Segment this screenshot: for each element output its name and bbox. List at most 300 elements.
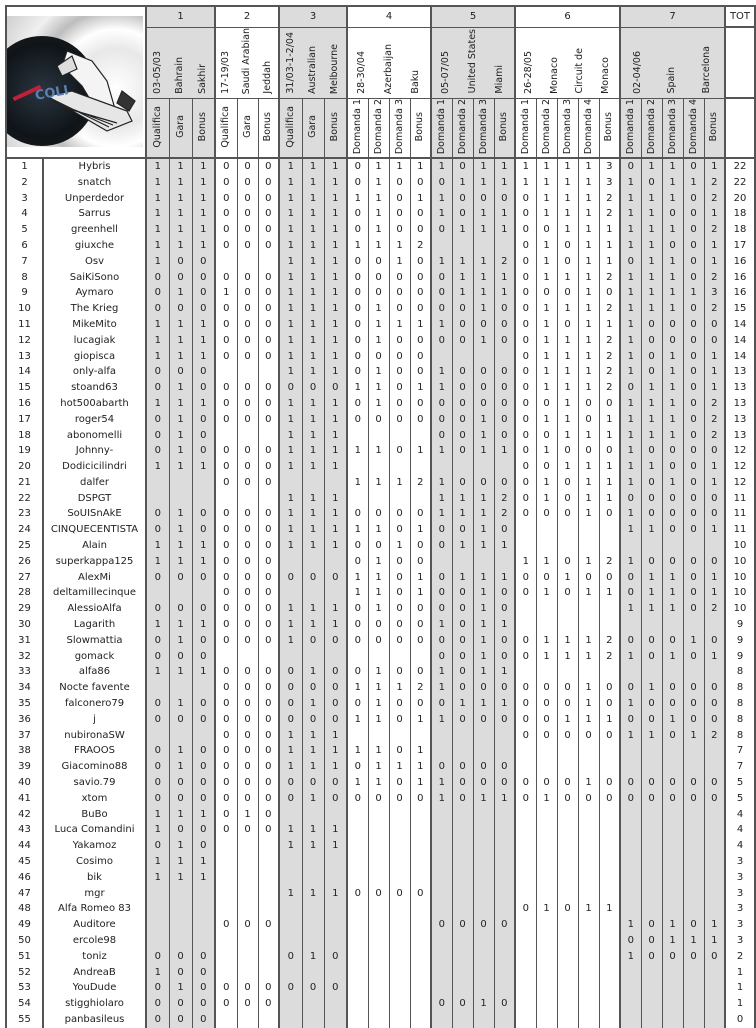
score-cell: 0 <box>515 791 536 807</box>
score-cell: 0 <box>578 412 599 428</box>
total-cell: 8 <box>725 712 755 728</box>
score-cell: 1 <box>620 443 641 459</box>
score-cell: 1 <box>302 696 324 712</box>
score-cell: 1 <box>324 364 347 380</box>
score-cell <box>641 965 662 981</box>
score-cell <box>662 617 683 633</box>
score-cell: 1 <box>662 349 683 365</box>
score-cell: 0 <box>237 206 258 222</box>
score-cell <box>662 980 683 996</box>
total-cell: 3 <box>725 854 755 870</box>
score-cell: 0 <box>557 285 578 301</box>
score-cell: 0 <box>258 680 279 696</box>
score-cell <box>473 965 494 981</box>
total-cell: 16 <box>725 270 755 286</box>
score-cell <box>557 664 578 680</box>
score-cell <box>389 949 410 965</box>
score-cell: 1 <box>452 222 473 238</box>
score-cell: 1 <box>368 522 389 538</box>
player-name-cell: MikeMito <box>43 317 146 333</box>
total-cell: 8 <box>725 664 755 680</box>
score-cell: 0 <box>557 728 578 744</box>
score-cell: 1 <box>302 522 324 538</box>
score-cell: 0 <box>146 649 169 665</box>
score-cell: 0 <box>704 775 725 791</box>
score-cell: 1 <box>620 317 641 333</box>
score-cell: 0 <box>368 254 389 270</box>
score-cell: 1 <box>279 333 302 349</box>
score-cell: 1 <box>704 459 725 475</box>
score-cell: 0 <box>683 396 704 412</box>
question-header <box>599 98 620 158</box>
score-cell: 0 <box>494 475 515 491</box>
score-cell <box>662 886 683 902</box>
score-cell: 1 <box>279 759 302 775</box>
score-cell: 0 <box>347 254 368 270</box>
score-cell <box>389 649 410 665</box>
score-cell: 0 <box>410 254 431 270</box>
score-cell: 1 <box>662 364 683 380</box>
score-cell: 1 <box>347 191 368 207</box>
score-cell: 0 <box>410 270 431 286</box>
score-cell: 0 <box>192 791 215 807</box>
score-cell: 1 <box>410 712 431 728</box>
score-cell <box>494 1012 515 1028</box>
score-cell <box>536 743 557 759</box>
score-cell <box>452 933 473 949</box>
score-cell <box>324 965 347 981</box>
score-cell: 1 <box>169 743 192 759</box>
race-name-line: Azerbaijan <box>382 43 394 94</box>
score-cell: 0 <box>494 522 515 538</box>
score-cell: 0 <box>662 680 683 696</box>
score-cell: 0 <box>237 980 258 996</box>
score-cell: 0 <box>662 949 683 965</box>
score-cell: 1 <box>146 664 169 680</box>
score-cell: 0 <box>324 380 347 396</box>
score-cell <box>431 980 452 996</box>
score-cell <box>410 838 431 854</box>
total-cell: 13 <box>725 380 755 396</box>
score-cell: 0 <box>641 491 662 507</box>
question-header <box>279 98 302 158</box>
score-cell: 0 <box>515 475 536 491</box>
score-cell <box>494 822 515 838</box>
score-cell <box>302 585 324 601</box>
score-cell <box>389 838 410 854</box>
score-cell: 1 <box>192 175 215 191</box>
player-name-cell: Dodicicilindri <box>43 459 146 475</box>
score-cell: 1 <box>146 158 169 175</box>
score-cell: 0 <box>192 822 215 838</box>
score-cell: 1 <box>146 191 169 207</box>
score-cell: 1 <box>662 254 683 270</box>
question-label: Qualifica <box>151 105 163 148</box>
score-cell <box>258 854 279 870</box>
score-cell: 0 <box>389 570 410 586</box>
score-cell: 1 <box>452 570 473 586</box>
score-cell <box>146 917 169 933</box>
score-cell <box>368 491 389 507</box>
score-cell <box>599 933 620 949</box>
score-cell: 0 <box>410 886 431 902</box>
score-cell: 1 <box>324 285 347 301</box>
score-cell: 0 <box>215 222 237 238</box>
rank-cell: 14 <box>6 364 43 380</box>
player-name-cell: CINQUECENTISTA <box>43 522 146 538</box>
player-name-cell: giopisca <box>43 349 146 365</box>
total-cell: 18 <box>725 222 755 238</box>
score-cell: 0 <box>599 775 620 791</box>
score-cell: 1 <box>324 317 347 333</box>
score-cell <box>578 822 599 838</box>
score-cell: 0 <box>557 443 578 459</box>
score-cell <box>324 870 347 886</box>
score-cell <box>169 901 192 917</box>
score-cell <box>536 664 557 680</box>
score-cell: 1 <box>410 317 431 333</box>
table-row <box>6 743 755 759</box>
rank-cell: 21 <box>6 475 43 491</box>
score-cell: 0 <box>473 317 494 333</box>
score-cell: 0 <box>237 585 258 601</box>
score-cell <box>192 680 215 696</box>
score-cell: 1 <box>494 538 515 554</box>
score-cell: 0 <box>215 317 237 333</box>
score-cell: 0 <box>662 506 683 522</box>
score-cell: 1 <box>279 491 302 507</box>
score-cell <box>215 854 237 870</box>
rank-cell: 10 <box>6 301 43 317</box>
score-cell: 0 <box>641 712 662 728</box>
total-cell: 1 <box>725 996 755 1012</box>
rank-cell: 47 <box>6 886 43 902</box>
score-cell: 1 <box>620 428 641 444</box>
score-cell: 0 <box>215 980 237 996</box>
score-cell: 1 <box>146 238 169 254</box>
score-cell: 1 <box>557 649 578 665</box>
rank-cell: 6 <box>6 238 43 254</box>
score-cell: 1 <box>641 158 662 175</box>
score-cell <box>452 554 473 570</box>
score-cell <box>302 870 324 886</box>
score-cell: 0 <box>215 506 237 522</box>
score-cell: 2 <box>494 506 515 522</box>
score-cell <box>146 901 169 917</box>
score-cell: 0 <box>683 443 704 459</box>
score-cell: 1 <box>169 538 192 554</box>
score-cell <box>279 901 302 917</box>
score-cell: 1 <box>368 380 389 396</box>
score-cell: 1 <box>683 933 704 949</box>
score-cell: 0 <box>347 633 368 649</box>
score-cell: 1 <box>578 158 599 175</box>
score-cell <box>431 901 452 917</box>
score-cell: 0 <box>237 333 258 349</box>
score-cell: 1 <box>620 601 641 617</box>
score-cell <box>410 917 431 933</box>
table-row <box>6 712 755 728</box>
score-cell: 0 <box>215 664 237 680</box>
score-cell: 1 <box>389 680 410 696</box>
score-cell: 0 <box>258 412 279 428</box>
score-cell: 0 <box>237 680 258 696</box>
score-cell <box>704 664 725 680</box>
score-cell: 2 <box>704 175 725 191</box>
score-cell: 1 <box>536 317 557 333</box>
score-cell: 1 <box>452 491 473 507</box>
score-cell <box>620 822 641 838</box>
score-cell: 0 <box>515 191 536 207</box>
score-cell: 1 <box>324 191 347 207</box>
score-cell: 1 <box>557 222 578 238</box>
score-cell: 1 <box>704 380 725 396</box>
score-cell: 0 <box>324 791 347 807</box>
score-cell: 0 <box>599 570 620 586</box>
question-header <box>494 98 515 158</box>
score-cell: 1 <box>578 222 599 238</box>
score-cell: 1 <box>146 206 169 222</box>
score-cell: 1 <box>410 570 431 586</box>
score-cell: 0 <box>237 522 258 538</box>
score-cell: 0 <box>431 333 452 349</box>
score-cell <box>279 996 302 1012</box>
score-cell: 0 <box>279 712 302 728</box>
score-cell: 0 <box>389 333 410 349</box>
score-cell: 0 <box>347 158 368 175</box>
table-row <box>6 949 755 965</box>
total-cell: 8 <box>725 696 755 712</box>
score-cell: 1 <box>599 712 620 728</box>
score-cell: 0 <box>431 538 452 554</box>
score-cell: 1 <box>324 270 347 286</box>
score-cell: 0 <box>410 633 431 649</box>
score-cell <box>389 965 410 981</box>
score-cell <box>279 917 302 933</box>
player-name-cell: only-alfa <box>43 364 146 380</box>
score-cell: 1 <box>536 301 557 317</box>
score-cell: 0 <box>494 649 515 665</box>
score-cell: 0 <box>389 270 410 286</box>
score-cell <box>578 807 599 823</box>
score-cell <box>324 917 347 933</box>
score-cell: 0 <box>683 949 704 965</box>
score-cell: 1 <box>169 554 192 570</box>
score-cell <box>302 917 324 933</box>
race-info-header <box>215 27 279 98</box>
total-cell: 15 <box>725 301 755 317</box>
score-cell: 1 <box>410 522 431 538</box>
score-cell: 1 <box>662 428 683 444</box>
score-cell <box>578 854 599 870</box>
score-cell: 0 <box>452 585 473 601</box>
score-cell: 0 <box>347 791 368 807</box>
score-cell <box>410 933 431 949</box>
score-cell: 0 <box>169 775 192 791</box>
question-label: Bonus <box>603 111 615 142</box>
score-cell: 1 <box>368 696 389 712</box>
score-cell: 1 <box>620 349 641 365</box>
score-cell: 0 <box>473 775 494 791</box>
score-cell: 0 <box>347 175 368 191</box>
score-cell <box>662 664 683 680</box>
score-cell <box>279 854 302 870</box>
score-cell: 0 <box>410 364 431 380</box>
score-cell <box>683 854 704 870</box>
score-cell: 0 <box>347 759 368 775</box>
score-cell: 1 <box>302 822 324 838</box>
score-cell: 0 <box>536 285 557 301</box>
score-cell: 1 <box>620 506 641 522</box>
score-cell <box>279 807 302 823</box>
score-cell: 0 <box>410 664 431 680</box>
score-cell <box>536 917 557 933</box>
score-cell: 1 <box>279 601 302 617</box>
score-cell: 0 <box>473 380 494 396</box>
score-cell: 1 <box>146 870 169 886</box>
score-cell <box>410 870 431 886</box>
score-cell: 0 <box>557 554 578 570</box>
score-cell: 1 <box>473 538 494 554</box>
score-cell: 0 <box>169 822 192 838</box>
score-cell <box>368 901 389 917</box>
score-cell: 1 <box>452 538 473 554</box>
score-cell: 0 <box>494 759 515 775</box>
score-cell: 0 <box>237 349 258 365</box>
player-name-cell: Cosimo <box>43 854 146 870</box>
question-header <box>704 98 725 158</box>
score-cell <box>662 996 683 1012</box>
score-cell: 0 <box>452 475 473 491</box>
score-cell <box>473 459 494 475</box>
score-cell: 1 <box>641 285 662 301</box>
score-cell: 1 <box>368 743 389 759</box>
score-cell: 1 <box>578 649 599 665</box>
score-cell: 0 <box>620 633 641 649</box>
score-cell <box>169 917 192 933</box>
score-cell: 1 <box>578 633 599 649</box>
score-cell: 1 <box>302 838 324 854</box>
score-cell <box>324 585 347 601</box>
score-cell <box>389 933 410 949</box>
score-cell <box>279 1012 302 1028</box>
score-cell: 0 <box>368 412 389 428</box>
score-cell: 1 <box>169 222 192 238</box>
score-cell: 1 <box>192 538 215 554</box>
score-cell: 1 <box>169 238 192 254</box>
score-cell <box>473 933 494 949</box>
score-cell <box>146 728 169 744</box>
score-cell: 0 <box>515 696 536 712</box>
score-cell: 1 <box>494 285 515 301</box>
question-header <box>347 98 368 158</box>
score-cell: 0 <box>515 222 536 238</box>
score-cell <box>536 601 557 617</box>
score-cell: 0 <box>237 633 258 649</box>
player-name-cell: stigghiolaro <box>43 996 146 1012</box>
score-cell: 0 <box>146 743 169 759</box>
score-cell <box>662 965 683 981</box>
score-cell: 0 <box>215 791 237 807</box>
table-row <box>6 759 755 775</box>
score-cell: 0 <box>620 775 641 791</box>
score-cell <box>347 996 368 1012</box>
score-cell: 0 <box>237 696 258 712</box>
score-cell <box>324 854 347 870</box>
question-label: Domanda 2 <box>645 98 657 154</box>
score-cell: 0 <box>410 206 431 222</box>
score-cell <box>347 870 368 886</box>
score-cell: 0 <box>515 570 536 586</box>
total-cell: 0 <box>725 1012 755 1028</box>
score-cell: 0 <box>683 712 704 728</box>
question-header <box>620 98 641 158</box>
score-cell <box>641 996 662 1012</box>
score-cell <box>431 965 452 981</box>
score-cell: 0 <box>347 349 368 365</box>
score-cell: 1 <box>473 158 494 175</box>
question-label: Bonus <box>708 111 720 142</box>
rank-cell: 48 <box>6 901 43 917</box>
score-cell: 0 <box>389 191 410 207</box>
score-cell: 0 <box>279 980 302 996</box>
total-cell: 16 <box>725 285 755 301</box>
score-cell <box>641 886 662 902</box>
score-cell: 1 <box>641 680 662 696</box>
score-cell: 1 <box>662 175 683 191</box>
score-cell: 1 <box>347 238 368 254</box>
score-cell: 0 <box>704 680 725 696</box>
score-cell: 0 <box>473 396 494 412</box>
score-cell: 1 <box>704 238 725 254</box>
score-cell: 1 <box>279 364 302 380</box>
score-cell: 1 <box>473 175 494 191</box>
score-cell <box>599 870 620 886</box>
question-header <box>473 98 494 158</box>
score-cell: 0 <box>536 222 557 238</box>
score-cell: 1 <box>302 364 324 380</box>
score-cell: 1 <box>641 301 662 317</box>
score-cell: 0 <box>192 285 215 301</box>
score-cell <box>389 807 410 823</box>
score-cell: 1 <box>169 333 192 349</box>
score-cell: 0 <box>146 996 169 1012</box>
score-cell <box>683 664 704 680</box>
rank-cell: 29 <box>6 601 43 617</box>
score-cell <box>302 1012 324 1028</box>
score-cell: 2 <box>599 364 620 380</box>
score-cell: 1 <box>146 222 169 238</box>
score-cell: 0 <box>192 570 215 586</box>
table-row <box>6 364 755 380</box>
score-cell: 0 <box>237 459 258 475</box>
score-cell <box>599 664 620 680</box>
score-cell <box>302 649 324 665</box>
question-label: Domanda 3 <box>393 98 405 154</box>
score-cell: 1 <box>473 664 494 680</box>
score-cell: 0 <box>169 570 192 586</box>
score-cell: 1 <box>389 254 410 270</box>
score-cell: 0 <box>258 807 279 823</box>
score-cell: 0 <box>192 965 215 981</box>
score-cell <box>578 838 599 854</box>
score-cell: 0 <box>683 775 704 791</box>
score-cell <box>192 917 215 933</box>
score-cell: 1 <box>662 380 683 396</box>
score-cell <box>347 428 368 444</box>
score-cell: 1 <box>146 254 169 270</box>
score-cell <box>578 601 599 617</box>
